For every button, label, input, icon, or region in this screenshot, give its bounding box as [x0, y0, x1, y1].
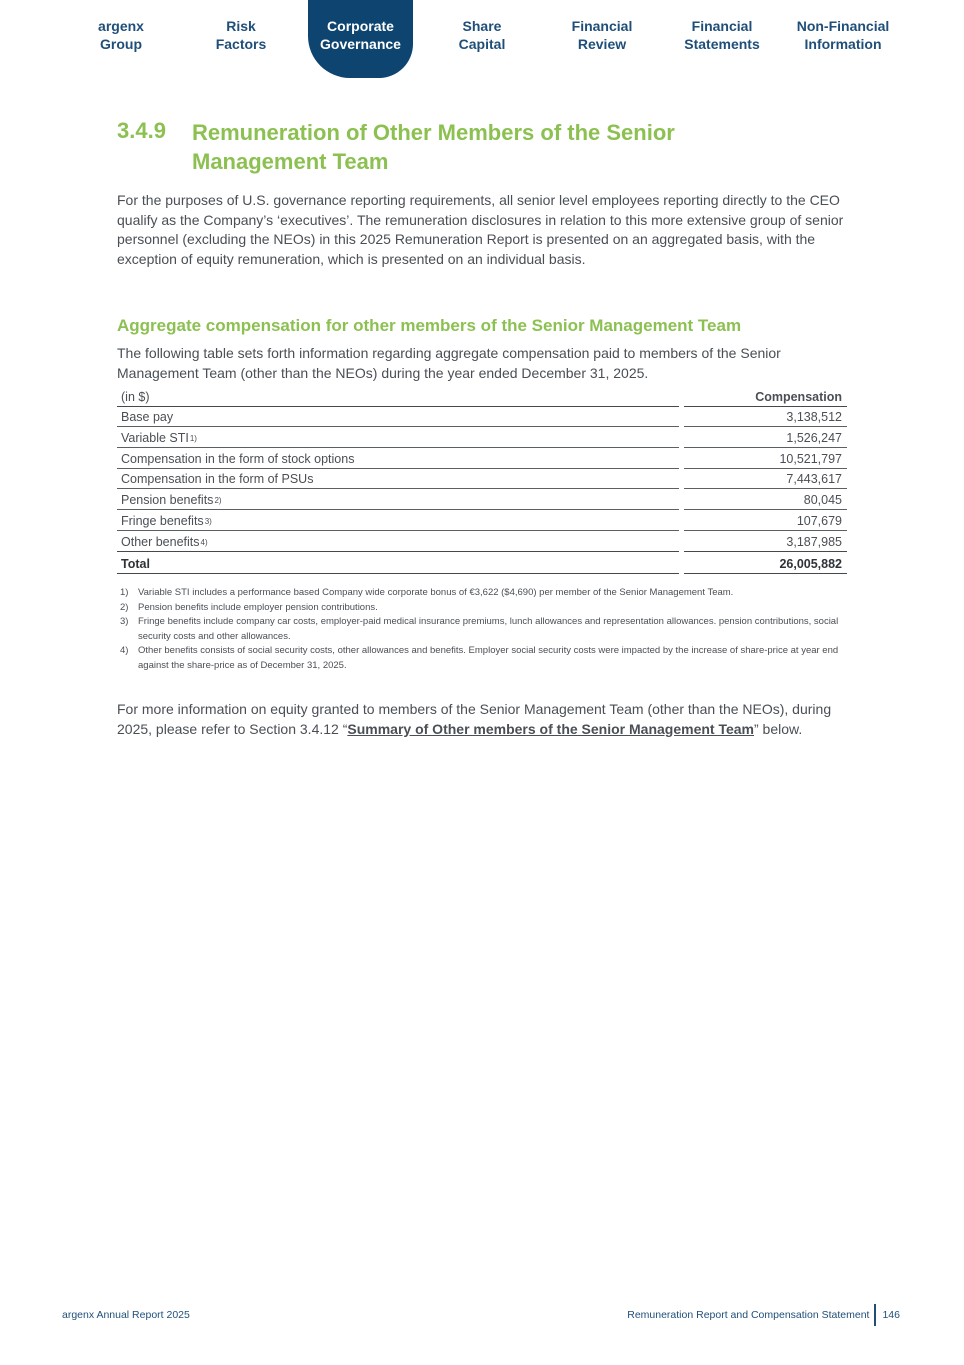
page-number: 146: [882, 1309, 900, 1321]
row-value: 80,045: [684, 489, 847, 510]
table-intro-paragraph: The following table sets forth information regarding aggregate compensation paid to members of the Senior Management Team (other than the NEOs) during the year ended December 31, 2025.: [117, 345, 781, 381]
row-value: 107,679: [684, 510, 847, 531]
table-row: [117, 448, 847, 469]
tab-financial-statements[interactable]: Financial Statements: [684, 18, 760, 52]
tab-share-capital[interactable]: Share Capital: [458, 18, 506, 52]
footnote-text: Other benefits consists of social security costs, other allowances and benefits. Employer social security costs were impacted by the increase of share-price at year end against the share-price as of December 31, 2025.: [138, 645, 839, 671]
aggregate-compensation-heading: Aggregate compensation for other members of the Senior Management Team: [117, 316, 742, 335]
summary-section-link[interactable]: Summary of Other members of the Senior Management Team: [347, 720, 754, 737]
footnote: [120, 644, 840, 673]
footnote-ref: 2): [214, 496, 222, 506]
footnote-ref: 3): [204, 516, 212, 526]
row-value: 3,187,985: [684, 531, 847, 552]
footnote-number: 2): [120, 601, 129, 613]
footnote-number: 3): [120, 616, 129, 627]
footnote-text: Pension benefits include employer pension contributions.: [138, 601, 378, 613]
closing-paragraph: For more information on equity granted to members of the Senior Management Team (other than the NEOs), during 2025, please refer to Section 3.4.12 “Summary of Other members of the Senior Management Team” below.: [117, 701, 832, 737]
table-total-row: [117, 552, 847, 574]
footer-section-title: Remuneration Report and Compensation Statement: [627, 1309, 870, 1321]
footnote-number: 1): [120, 587, 129, 598]
footer-report-title: argenx Annual Report 2025: [62, 1309, 190, 1321]
row-value: 10,521,797: [684, 448, 847, 469]
footnote-text: Fringe benefits include company car costs, employer-paid medical insurance premiums, lunch allowances and representation allowances. pension contributions, social security costs and other allowances.: [138, 616, 839, 642]
tab-corporate-governance[interactable]: Corporate Governance: [308, 0, 413, 78]
row-label: Other benefits: [121, 534, 200, 549]
row-label: Fringe benefits: [121, 513, 204, 528]
footer-section: [627, 1304, 900, 1326]
row-label: Compensation in the form of PSUs: [121, 472, 314, 487]
footnote-ref: 4): [200, 537, 208, 547]
tab-non-financial-information[interactable]: Non-Financial Information: [796, 18, 890, 52]
footnote: [120, 601, 840, 616]
tab-risk-factors[interactable]: Risk Factors: [215, 18, 267, 52]
tab-argenx-group[interactable]: argenx Group: [98, 18, 144, 52]
table-header-row: [117, 386, 847, 407]
row-label: Base pay: [121, 410, 174, 425]
table-row: [117, 489, 847, 510]
top-navigation: [0, 0, 964, 80]
row-label: Variable STI: [121, 431, 189, 446]
table-row: [117, 531, 847, 552]
row-value: 7,443,617: [684, 469, 847, 490]
total-label: Total: [117, 552, 679, 574]
footnote: [120, 615, 840, 644]
row-value: 1,526,247: [684, 427, 847, 448]
footnote-text: Variable STI includes a performance based Company wide corporate bonus of €3,622 ($4,690) per member of the Senior Management Team.: [138, 587, 734, 598]
section-title: Remuneration of Other Members of the Senior Management Team: [192, 120, 675, 174]
tab-financial-review[interactable]: Financial Review: [571, 18, 633, 52]
footnote: [120, 586, 840, 601]
table-row: [117, 510, 847, 531]
total-value: 26,005,882: [684, 552, 847, 574]
unit-label: (in $): [117, 386, 679, 407]
table-row: [117, 469, 847, 490]
compensation-column-header: Compensation: [684, 386, 847, 407]
footnote-number: 4): [120, 645, 129, 656]
footer-divider: [874, 1304, 876, 1326]
row-label: Pension benefits: [121, 493, 214, 508]
table-row: [117, 427, 847, 448]
compensation-table: [117, 386, 847, 574]
section-number: 3.4.9: [117, 118, 166, 143]
row-label: Compensation in the form of stock options: [121, 451, 355, 466]
table-footnotes: [120, 586, 840, 673]
table-row: [117, 407, 847, 428]
footnote-ref: 1): [189, 434, 197, 444]
row-value: 3,138,512: [684, 407, 847, 428]
section-intro-paragraph: For the purposes of U.S. governance reporting requirements, all senior level employees reporting directly to the CEO qualify as the Company’s ‘executives’. The remuneration disclosures in relation to this more extensive group of senior personnel (excluding the NEOs) in this 2025 Remuneration Report is presented on an aggregated basis, with the exception of equity remuneration, which is presented on an individual basis.: [117, 192, 844, 267]
